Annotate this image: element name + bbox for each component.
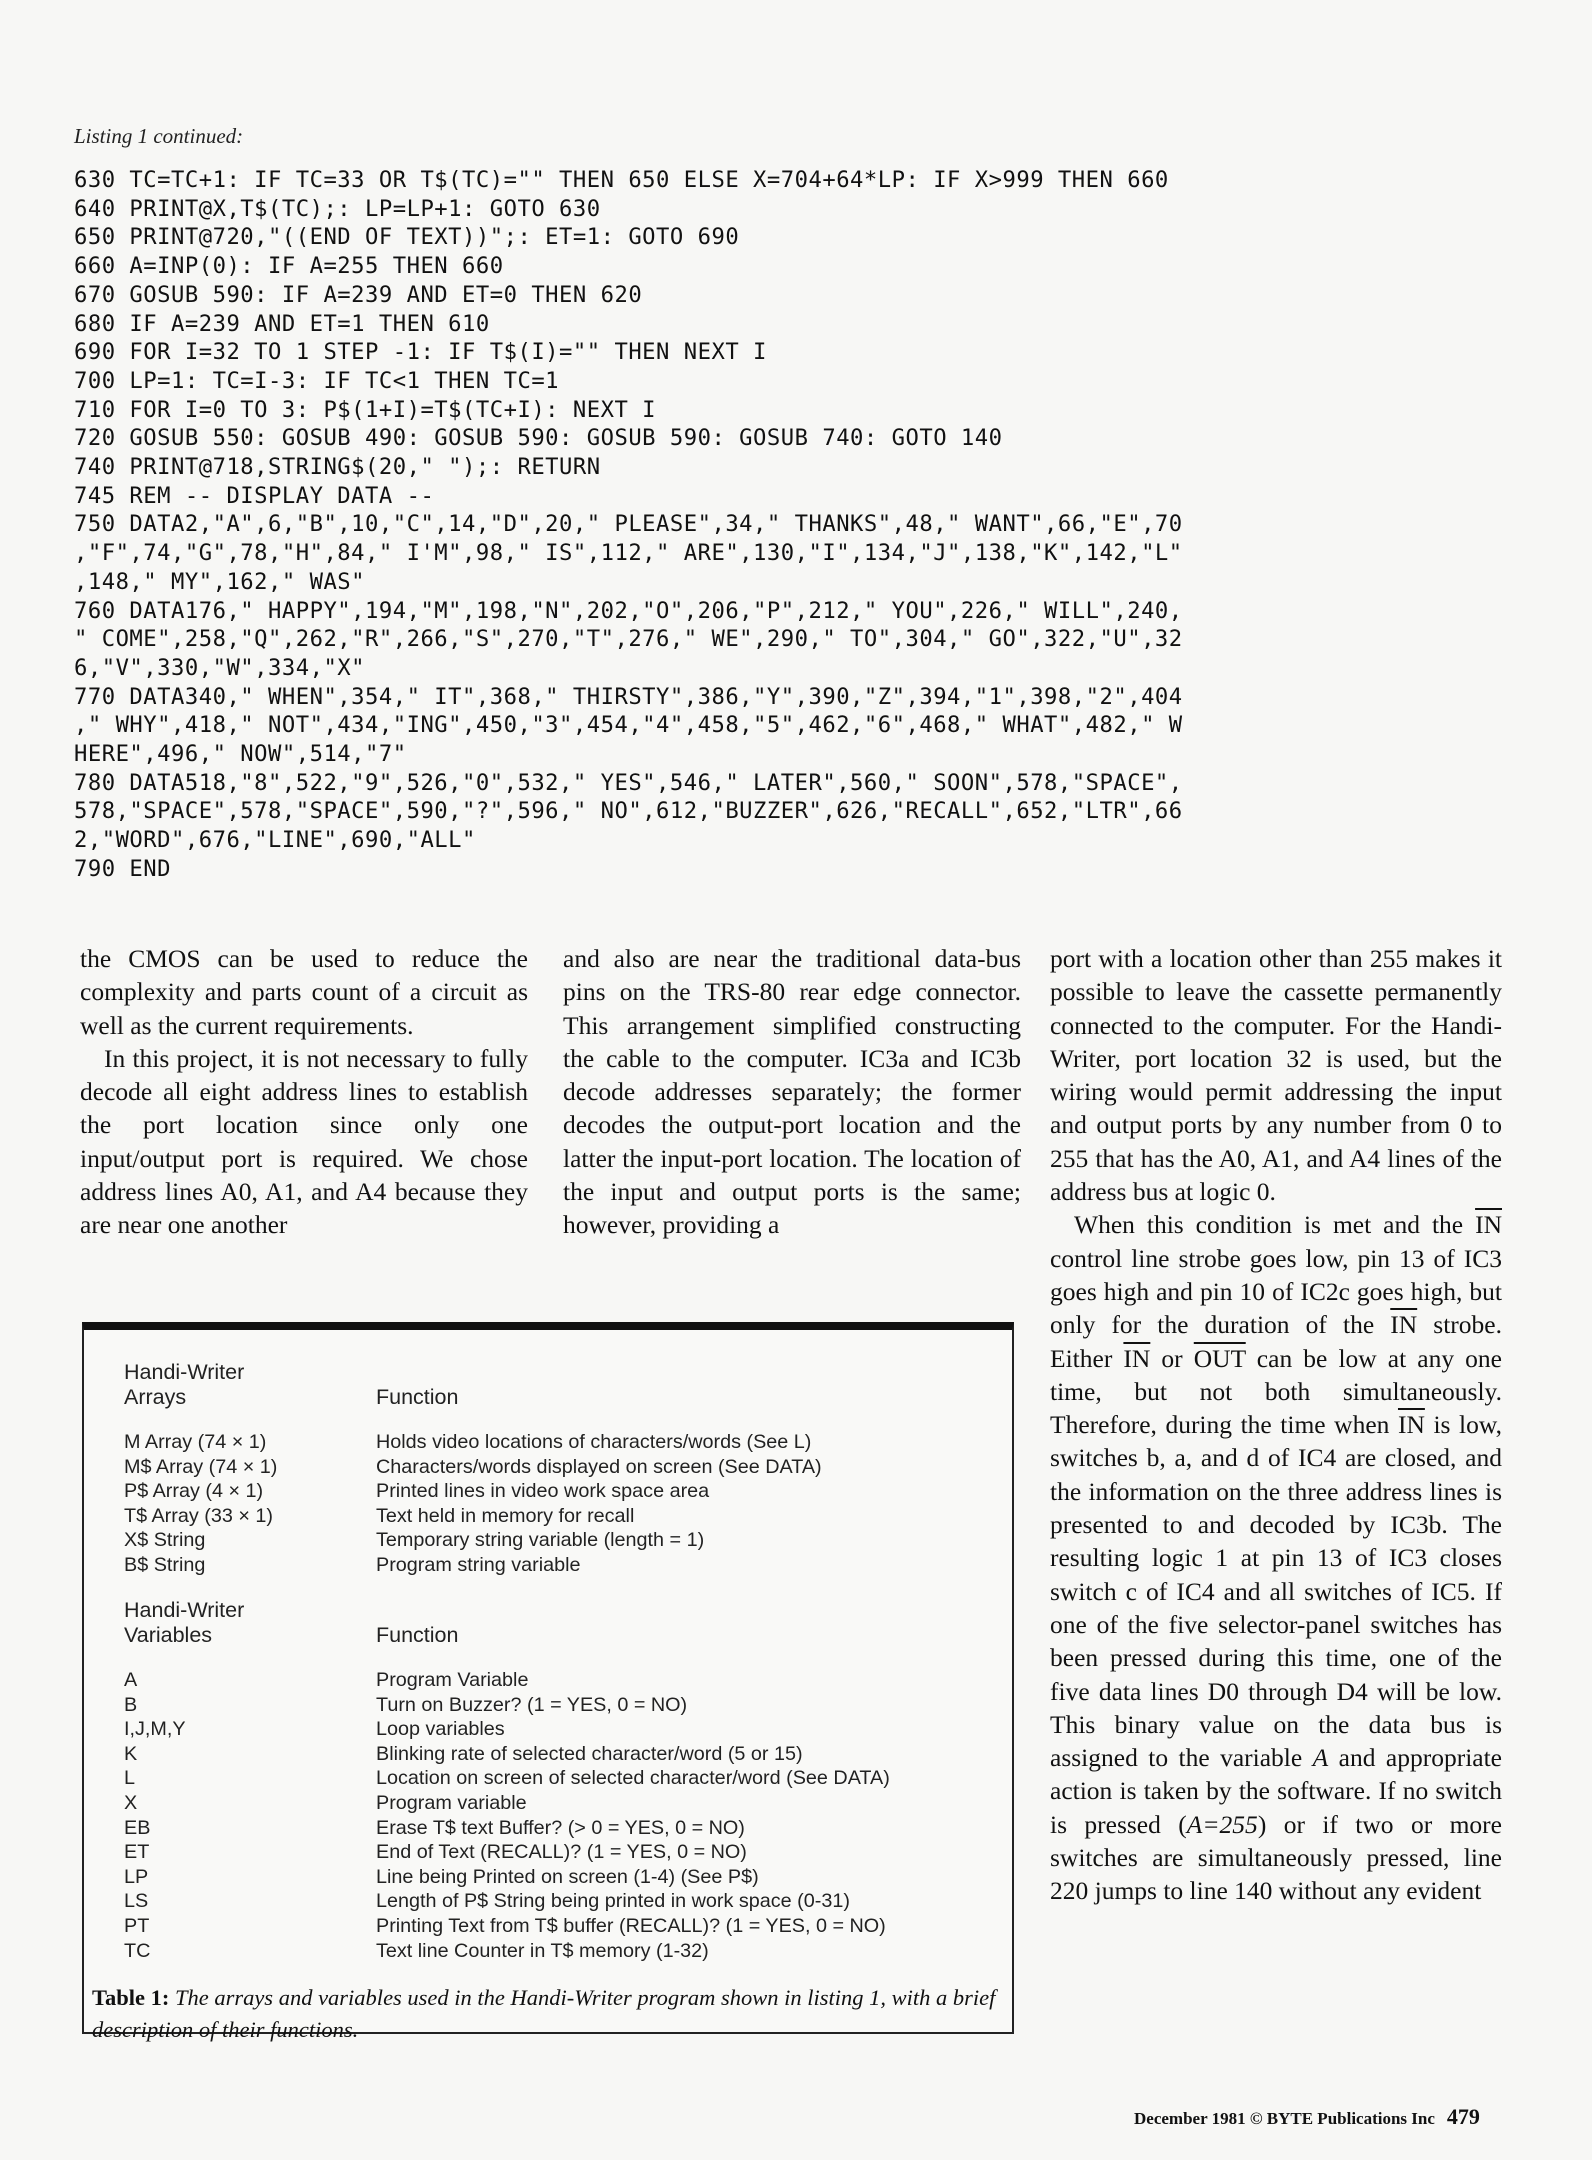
row-description: Printed lines in video work space area <box>376 1480 710 1503</box>
heading-line: Handi-Writer <box>124 1360 245 1384</box>
code-line: 650 PRINT@720,"((END OF TEXT))";: ET=1: GOTO 690 <box>74 224 740 251</box>
signal-in: $\overline{IN}$ <box>1390 1310 1418 1340</box>
paragraph: port with a location other than 255 makes it possible to leave the cassette permanently connected to the computer. For the Handi-Writer, port location 32 is used, but the wiring would permit addressing the input and output ports by any number from 0 to 255 that has the A0, A1, and A4 lines of the address bus at logic 0. <box>1050 944 1502 1207</box>
variables-heading <box>124 1598 244 1648</box>
text-span: ) or if two or more switches are simultaneously pressed, line 220 jumps to line 140 without any evident <box>1050 1809 1502 1906</box>
code-line: 760 DATA176," HAPPY",194,"M",198,"N",202,"O",206,"P",212," YOU",226," WILL",240, <box>74 597 1183 624</box>
text-column-2 <box>563 942 1021 1242</box>
code-line: 720 GOSUB 550: GOSUB 490: GOSUB 590: GOSUB 590: GOSUB 740: GOTO 140 <box>74 425 1003 452</box>
row-name: TC <box>124 1939 151 1962</box>
code-line: 745 REM -- DISPLAY DATA -- <box>74 482 435 509</box>
row-description: Program Variable <box>376 1669 529 1691</box>
row-name: LP <box>124 1865 149 1888</box>
table-1 <box>82 1322 1014 2042</box>
table-row <box>124 1865 890 1890</box>
code-line: HERE",496," NOW",514,"7" <box>74 741 407 768</box>
page-footer <box>1134 2104 1534 2130</box>
table-row <box>124 1430 822 1455</box>
row-name: M$ Array (74 × 1) <box>124 1455 278 1478</box>
code-line: 670 GOSUB 590: IF A=239 AND ET=0 THEN 620 <box>74 281 643 308</box>
paragraph: and also are near the traditional data-bus pins on the TRS-80 rear edge connector. This arrangement simplified constructing the cable to the computer. IC3a and IC3b decode addresses separately; the former decodes the output-port location and the latter the input-port location. The location of the input and output ports is the same; however, providing a <box>563 944 1021 1240</box>
signal-in: $\overline{IN}$ <box>1397 1410 1425 1440</box>
heading-line: Arrays <box>124 1385 187 1409</box>
function-heading: Function <box>376 1385 459 1409</box>
heading-line: Handi-Writer <box>124 1598 245 1622</box>
table-row <box>124 1889 890 1914</box>
table-row <box>124 1668 890 1693</box>
arrays-heading <box>124 1360 244 1410</box>
table-row <box>124 1528 822 1553</box>
code-line: 6,"V",330,"W",334,"X" <box>74 654 366 681</box>
row-name: T$ Array (33 × 1) <box>124 1504 273 1527</box>
row-name: X$ String <box>124 1529 206 1552</box>
text-span: strobe. Either <box>1050 1310 1502 1373</box>
code-line: ," WHY",418," NOT",434,"ING",450,"3",454,"4",458,"5",462,"6",468," WHAT",482," W <box>74 712 1183 739</box>
text-column-1 <box>80 942 528 1242</box>
code-line: ,"F",74,"G",78,"H",84," I'M",98," IS",112," ARE",130,"I",134,"J",138,"K",142,"L" <box>74 540 1183 567</box>
code-line: 690 FOR I=32 TO 1 STEP -1: IF T$(I)="" THEN NEXT I <box>74 339 767 366</box>
text-span: and appropriate action is taken by the software. If no switch is pressed ( <box>1050 1743 1502 1839</box>
text-column-3 <box>1050 942 1502 1908</box>
row-description: Length of P$ String being printed in work space (0-31) <box>376 1890 850 1913</box>
paragraph <box>1050 1208 1502 1907</box>
row-description: Printing Text from T$ buffer (RECALL)? (1 = YES, 0 = NO) <box>376 1914 886 1937</box>
table-row <box>124 1717 890 1742</box>
row-description: Erase T$ text Buffer? (> 0 = YES, 0 = NO) <box>376 1816 745 1839</box>
paragraph: In this project, it is not necessary to fully decode all eight address lines to establish the port location since only one input/output port is required. We chose address lines A0, A1, and A4 because they are near one another <box>80 1043 528 1240</box>
variables-function-heading: Function <box>376 1623 459 1647</box>
table-row <box>124 1455 822 1480</box>
code-line: 750 DATA2,"A",6,"B",10,"C",14,"D",20," PLEASE",34," THANKS",48," WANT",66,"E",70 <box>74 511 1183 538</box>
arrays-list <box>124 1430 822 1578</box>
row-description: Temporary string variable (length = 1) <box>376 1529 705 1552</box>
table-row <box>124 1742 890 1767</box>
table-row <box>124 1816 890 1841</box>
issue-line: December 1981 © BYTE Publications Inc <box>1134 2109 1435 2128</box>
row-description: End of Text (RECALL)? (1 = YES, 0 = NO) <box>376 1841 747 1864</box>
paragraph: the CMOS can be used to reduce the complexity and parts count of a circuit as well as the current requirements. <box>80 944 528 1040</box>
row-name: ET <box>124 1841 150 1864</box>
code-line: 578,"SPACE",578,"SPACE",590,"?",596," NO",612,"BUZZER",626,"RECALL",652,"LTR",66 <box>74 798 1183 825</box>
text-span: or <box>1150 1343 1194 1373</box>
text-span: is low, switches b, a, and d of IC4 are closed, and the information on the three address lines is presented to and decoded by IC3b. The resulting logic 1 at pin 13 of IC3 closes switch c of IC4 and all switches of IC5. If one of the five selector-panel switches has been pressed during this time, one of the five data lines D0 through D4 will be low. This binary value on the data bus is assigned to the variable <box>1050 1410 1502 1773</box>
variable-a: A <box>1312 1743 1329 1773</box>
signal-out: $\overline{OUT}$ <box>1193 1343 1246 1373</box>
code-line: 790 END <box>74 855 172 882</box>
text-span: control line strobe goes low, pin 13 of IC3 goes high and pin 10 of IC2c goes high, but only for the duration of the <box>1050 1243 1502 1340</box>
row-name: B$ String <box>124 1553 206 1576</box>
code-line: 710 FOR I=0 TO 3: P$(1+I)=T$(TC+I): NEXT I <box>74 396 657 423</box>
row-name: B <box>124 1693 138 1716</box>
row-description: Blinking rate of selected character/word (5 or 15) <box>376 1742 803 1765</box>
heading-line: Variables <box>124 1623 213 1647</box>
condition: A=255 <box>1186 1809 1258 1839</box>
row-name: LS <box>124 1890 149 1913</box>
row-name: PT <box>124 1914 150 1937</box>
listing-caption: Listing 1 continued: <box>74 124 244 148</box>
row-description: Text held in memory for recall <box>376 1504 635 1527</box>
code-line: " COME",258,"Q",262,"R",266,"S",270,"T",276," WE",290," TO",304," GO",322,"U",32 <box>74 626 1183 653</box>
text-span: can be low at any one time, but not both simultaneously. Therefore, during the time when <box>1050 1343 1503 1440</box>
row-name: M Array (74 × 1) <box>124 1431 267 1453</box>
table-row <box>124 1479 822 1504</box>
row-description: Program variable <box>376 1791 527 1814</box>
code-line: 700 LP=1: TC=I-3: IF TC<1 THEN TC=1 <box>74 367 560 394</box>
table-caption <box>92 1982 1004 2046</box>
row-description: Turn on Buzzer? (1 = YES, 0 = NO) <box>376 1693 688 1716</box>
table-row <box>124 1553 822 1578</box>
code-line: 630 TC=TC+1: IF TC=33 OR T$(TC)="" THEN 650 ELSE X=704+64*LP: IF X>999 THEN 660 <box>74 167 1169 193</box>
code-line: 660 A=INP(0): IF A=255 THEN 660 <box>74 253 504 280</box>
row-name: L <box>124 1767 136 1790</box>
code-line: 740 PRINT@718,STRING$(20," ");: RETURN <box>74 454 601 481</box>
row-description: Program string variable <box>376 1553 581 1576</box>
row-name: K <box>124 1742 138 1765</box>
code-line: 680 IF A=239 AND ET=1 THEN 610 <box>74 310 490 337</box>
code-line: 640 PRINT@X,T$(TC);: LP=LP+1: GOTO 630 <box>74 195 601 222</box>
table-row <box>124 1766 890 1791</box>
signal-in: $\overline{IN}$ <box>1123 1343 1151 1373</box>
code-line: ,148," MY",162," WAS" <box>74 568 366 595</box>
row-description: Characters/words displayed on screen (See DATA) <box>376 1455 822 1478</box>
row-name: EB <box>124 1816 151 1839</box>
table-row <box>124 1504 822 1529</box>
row-description: Text line Counter in T$ memory (1-32) <box>376 1939 709 1962</box>
table-row <box>124 1791 890 1816</box>
row-description: Loop variables <box>376 1718 505 1741</box>
row-description: Line being Printed on screen (1-4) (See P$) <box>376 1865 759 1888</box>
table-row <box>124 1840 890 1865</box>
row-name: I,J,M,Y <box>124 1718 186 1741</box>
text-span: When this condition is met and the <box>1074 1210 1476 1240</box>
row-name: P$ Array (4 × 1) <box>124 1480 264 1503</box>
code-line: 780 DATA518,"8",522,"9",526,"0",532," YES",546," LATER",560," SOON",578,"SPACE", <box>74 769 1183 796</box>
caption-label: Table 1: <box>92 1985 170 2010</box>
code-line: 2,"WORD",676,"LINE",690,"ALL" <box>74 827 476 854</box>
caption-text: The arrays and variables used in the Handi-Writer program shown in listing 1, with a brief description of their functions. <box>92 1985 996 2042</box>
code-line: 770 DATA340," WHEN",354," IT",368," THIRSTY",386,"Y",390,"Z",394,"1",398,"2",404 <box>74 683 1183 710</box>
row-name: A <box>124 1669 138 1691</box>
table-row <box>124 1939 890 1964</box>
signal-in: $\overline{IN}$ <box>1475 1210 1502 1240</box>
code-listing <box>74 166 1534 884</box>
table-row <box>124 1914 890 1939</box>
table-row <box>124 1693 890 1718</box>
page-number: 479 <box>1446 2104 1480 2129</box>
variables-list <box>124 1668 890 1963</box>
row-description: Holds video locations of characters/words (See L) <box>376 1431 812 1453</box>
row-description: Location on screen of selected character/word (See DATA) <box>376 1767 890 1790</box>
row-name: X <box>124 1791 138 1814</box>
